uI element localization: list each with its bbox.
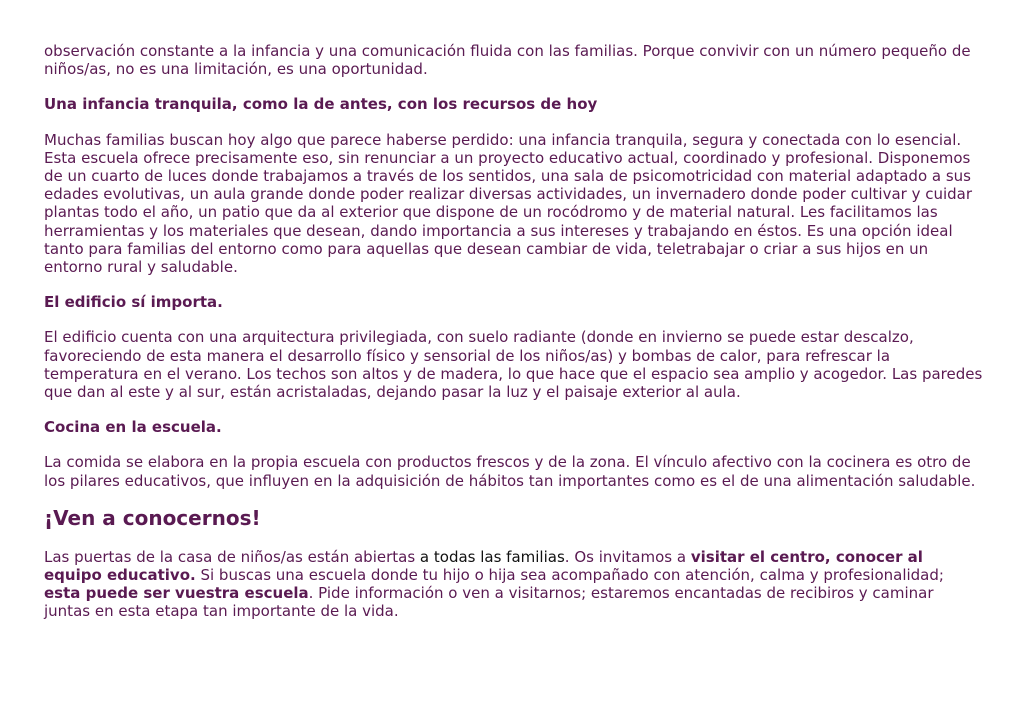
cta-heading: ¡Ven a conocernos! [44, 505, 261, 530]
section-body-edificio: El edificio cuenta con una arquitectura privilegiada, con suelo radiante (donde en invierno se puede estar descalzo, favoreciendo de esta manera el desarrollo físico y sensorial de los niños/as) y bombas de calor, para refrescar la temperatura en el verano. Los techos son altos y de madera, lo que hace que el espacio sea amplio y acogedor. Las paredes que dan al este y al sur, están acristaladas, dejando pasar la luz y el paisaje exterior al aula. [44, 328, 983, 402]
cta-text-school: esta puede ser vuestra escuela [44, 584, 309, 603]
intro-paragraph: observación constante a la infancia y una comunicación fluida con las familias. Porque convivir con un número pequeño de niños/as, no es una limitación, es una oportunidad. [44, 42, 971, 79]
cta-text-visit: visitar el centro, conocer al equipo educativo. [44, 547, 923, 585]
cta-text-7: . Pide información o ven a visitarnos; estaremos encantadas de recibiros y caminar juntas en esta etapa tan importante de la vida. [44, 584, 934, 621]
document-page [44, 42, 984, 621]
cta-text-5: Si buscas una escuela donde tu hijo o hija sea acompañado con atención, calma y profesionalidad; [195, 566, 944, 585]
section-heading-cocina: Cocina en la escuela. [44, 418, 222, 437]
cta-text-all-families: a todas las familias [419, 547, 565, 566]
section-heading-infancia: Una infancia tranquila, como la de antes, con los recursos de hoy [44, 95, 598, 114]
section-body-infancia: Muchas familias buscan hoy algo que parece haberse perdido: una infancia tranquila, segura y conectada con lo esencial. Esta escuela ofrece precisamente eso, sin renunciar a un proyecto educativo actual, coordinado y profesional. Disponemos de un cuarto de luces donde trabajamos a través de los sentidos, una sala de psicomotricidad con material adaptado a sus edades evolutivas, un aula grande donde poder realizar diversas actividades, un invernadero donde poder cultivar y cuidar plantas todo el año, un patio que da al exterior que dispone de un rocódromo y de material natural. Les facilitamos las herramientas y los materiales que desean, dando importancia a sus intereses y trabajando en éstos. Es una opción ideal tanto para familias del entorno como para aquellas que desean cambiar de vida, teletrabajar o criar a sus hijos en un entorno rural y saludable. [44, 130, 973, 277]
section-heading-edificio: El edificio sí importa. [44, 293, 223, 312]
cta-text-1: Las puertas de la casa de niños/as están abiertas [44, 547, 420, 566]
cta-paragraph [44, 548, 984, 621]
section-body-cocina: La comida se elabora en la propia escuela con productos frescos y de la zona. El vínculo afectivo con la cocinera es otro de los pilares educativos, que influyen en la adquisición de hábitos tan importantes como es el de una alimentación saludable. [44, 453, 976, 490]
cta-text-3: . Os invitamos a [564, 547, 691, 566]
